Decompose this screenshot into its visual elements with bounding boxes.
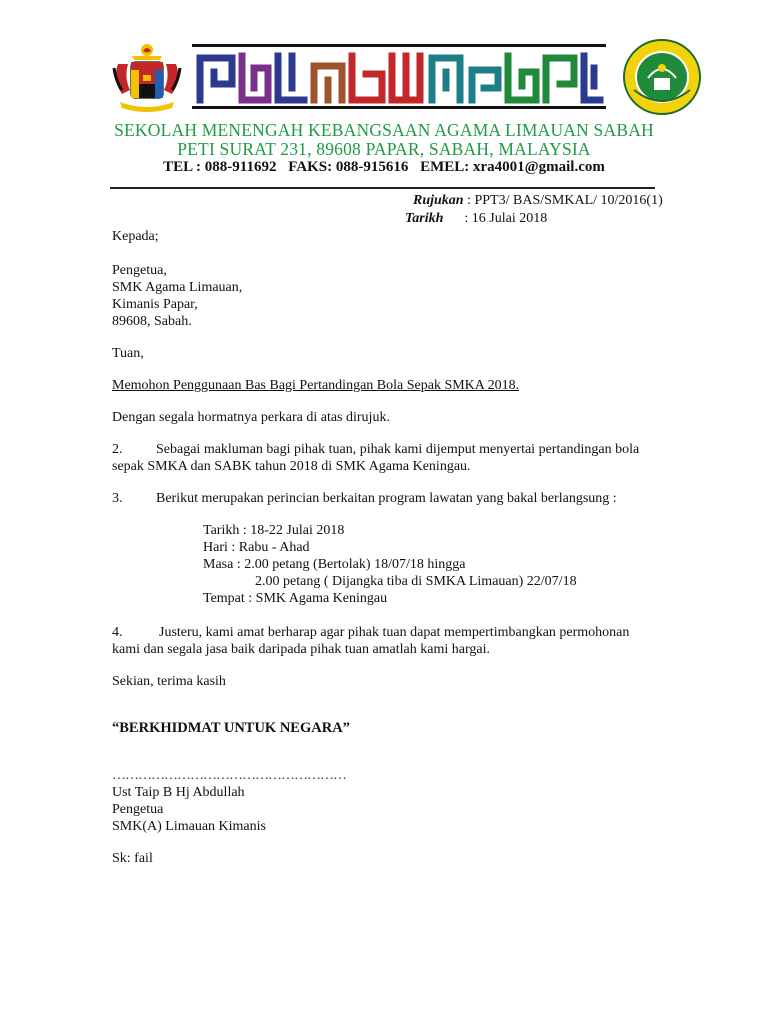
paragraph-2-line-1 — [112, 441, 639, 458]
email-address: EMEL: xra4001@gmail.com — [420, 159, 605, 175]
paragraph-4-line-1 — [112, 624, 629, 641]
detail-tarikh: Tarikh : 18-22 Julai 2018 — [203, 523, 345, 538]
salutation-to: Kepada; — [112, 229, 159, 244]
recipient-line: 89608, Sabah. — [112, 314, 192, 329]
paragraph-2-line-2: sepak SMKA dan SABK tahun 2018 di SMK Agama Keningau. — [112, 459, 471, 474]
recipient-line: Pengetua, — [112, 263, 167, 278]
carbon-copy-note: Sk: fail — [112, 851, 153, 866]
paragraph-text: Berikut merupakan perincian berkaitan program lawatan yang bakal berlangsung : — [156, 491, 617, 506]
paragraph-number: 4. — [112, 625, 123, 640]
paragraph-4-line-2: kami dan segala jasa baik daripada pihak tuan amatlah kami hargai. — [112, 642, 490, 657]
telephone-number: TEL : 088-911692 — [163, 159, 277, 175]
paragraph-text: Sebagai makluman bagi pihak tuan, pihak kami dijemput menyertai pertandingan bola — [156, 442, 640, 457]
detail-masa: Masa : 2.00 petang (Bertolak) 18/07/18 hingga — [203, 557, 466, 572]
detail-hari: Hari : Rabu - Ahad — [203, 540, 310, 555]
tarikh-label: Tarikh — [405, 211, 444, 226]
detail-tempat: Tempat : SMK Agama Keningau — [203, 591, 388, 606]
reference-line — [413, 192, 663, 209]
date-line — [405, 210, 547, 227]
recipient-line: SMK Agama Limauan, — [112, 280, 243, 295]
school-name: SEKOLAH MENENGAH KEBANGSAAN AGAMA LIMAUAN SABAH — [114, 120, 654, 140]
school-address: PETI SURAT 231, 89608 PAPAR, SABAH, MALAYSIA — [177, 139, 591, 159]
opening-paragraph: Dengan segala hormatnya perkara di atas dirujuk. — [112, 410, 390, 425]
paragraph-text: Justeru, kami amat berharap agar pihak tuan dapat mempertimbangkan permohonan — [159, 625, 630, 640]
signatory-title: Pengetua — [112, 802, 164, 817]
kufic-calligraphy-banner — [192, 44, 606, 110]
paragraph-3 — [112, 490, 617, 507]
letter-subject: Memohon Penggunaan Bas Bagi Pertandingan Bola Sepak SMKA 2018. — [112, 378, 520, 393]
contact-line — [0, 159, 768, 176]
header-divider — [110, 187, 655, 189]
closing-line: Sekian, terima kasih — [112, 674, 226, 689]
malaysia-coat-of-arms-logo — [110, 42, 184, 114]
paragraph-number: 2. — [112, 442, 123, 457]
recipient-line: Kimanis Papar, — [112, 297, 198, 312]
signatory-school: SMK(A) Limauan Kimanis — [112, 819, 266, 834]
motto: “BERKHIDMAT UNTUK NEGARA” — [112, 720, 350, 736]
tarikh-value: : 16 Julai 2018 — [464, 211, 548, 226]
signature-dotted-line: ……………………………………………… — [112, 768, 346, 783]
rujukan-value: : PPT3/ BAS/SMKAL/ 10/2016(1) — [467, 193, 663, 208]
greeting: Tuan, — [112, 346, 144, 361]
fax-number: FAKS: 088-915616 — [288, 159, 409, 175]
paragraph-number: 3. — [112, 491, 123, 506]
signatory-name: Ust Taip B Hj Abdullah — [112, 785, 245, 800]
detail-masa-continued: 2.00 petang ( Dijangka tiba di SMKA Limauan) 22/07/18 — [255, 574, 577, 589]
school-seal-logo — [622, 38, 702, 116]
rujukan-label: Rujukan — [413, 193, 464, 208]
